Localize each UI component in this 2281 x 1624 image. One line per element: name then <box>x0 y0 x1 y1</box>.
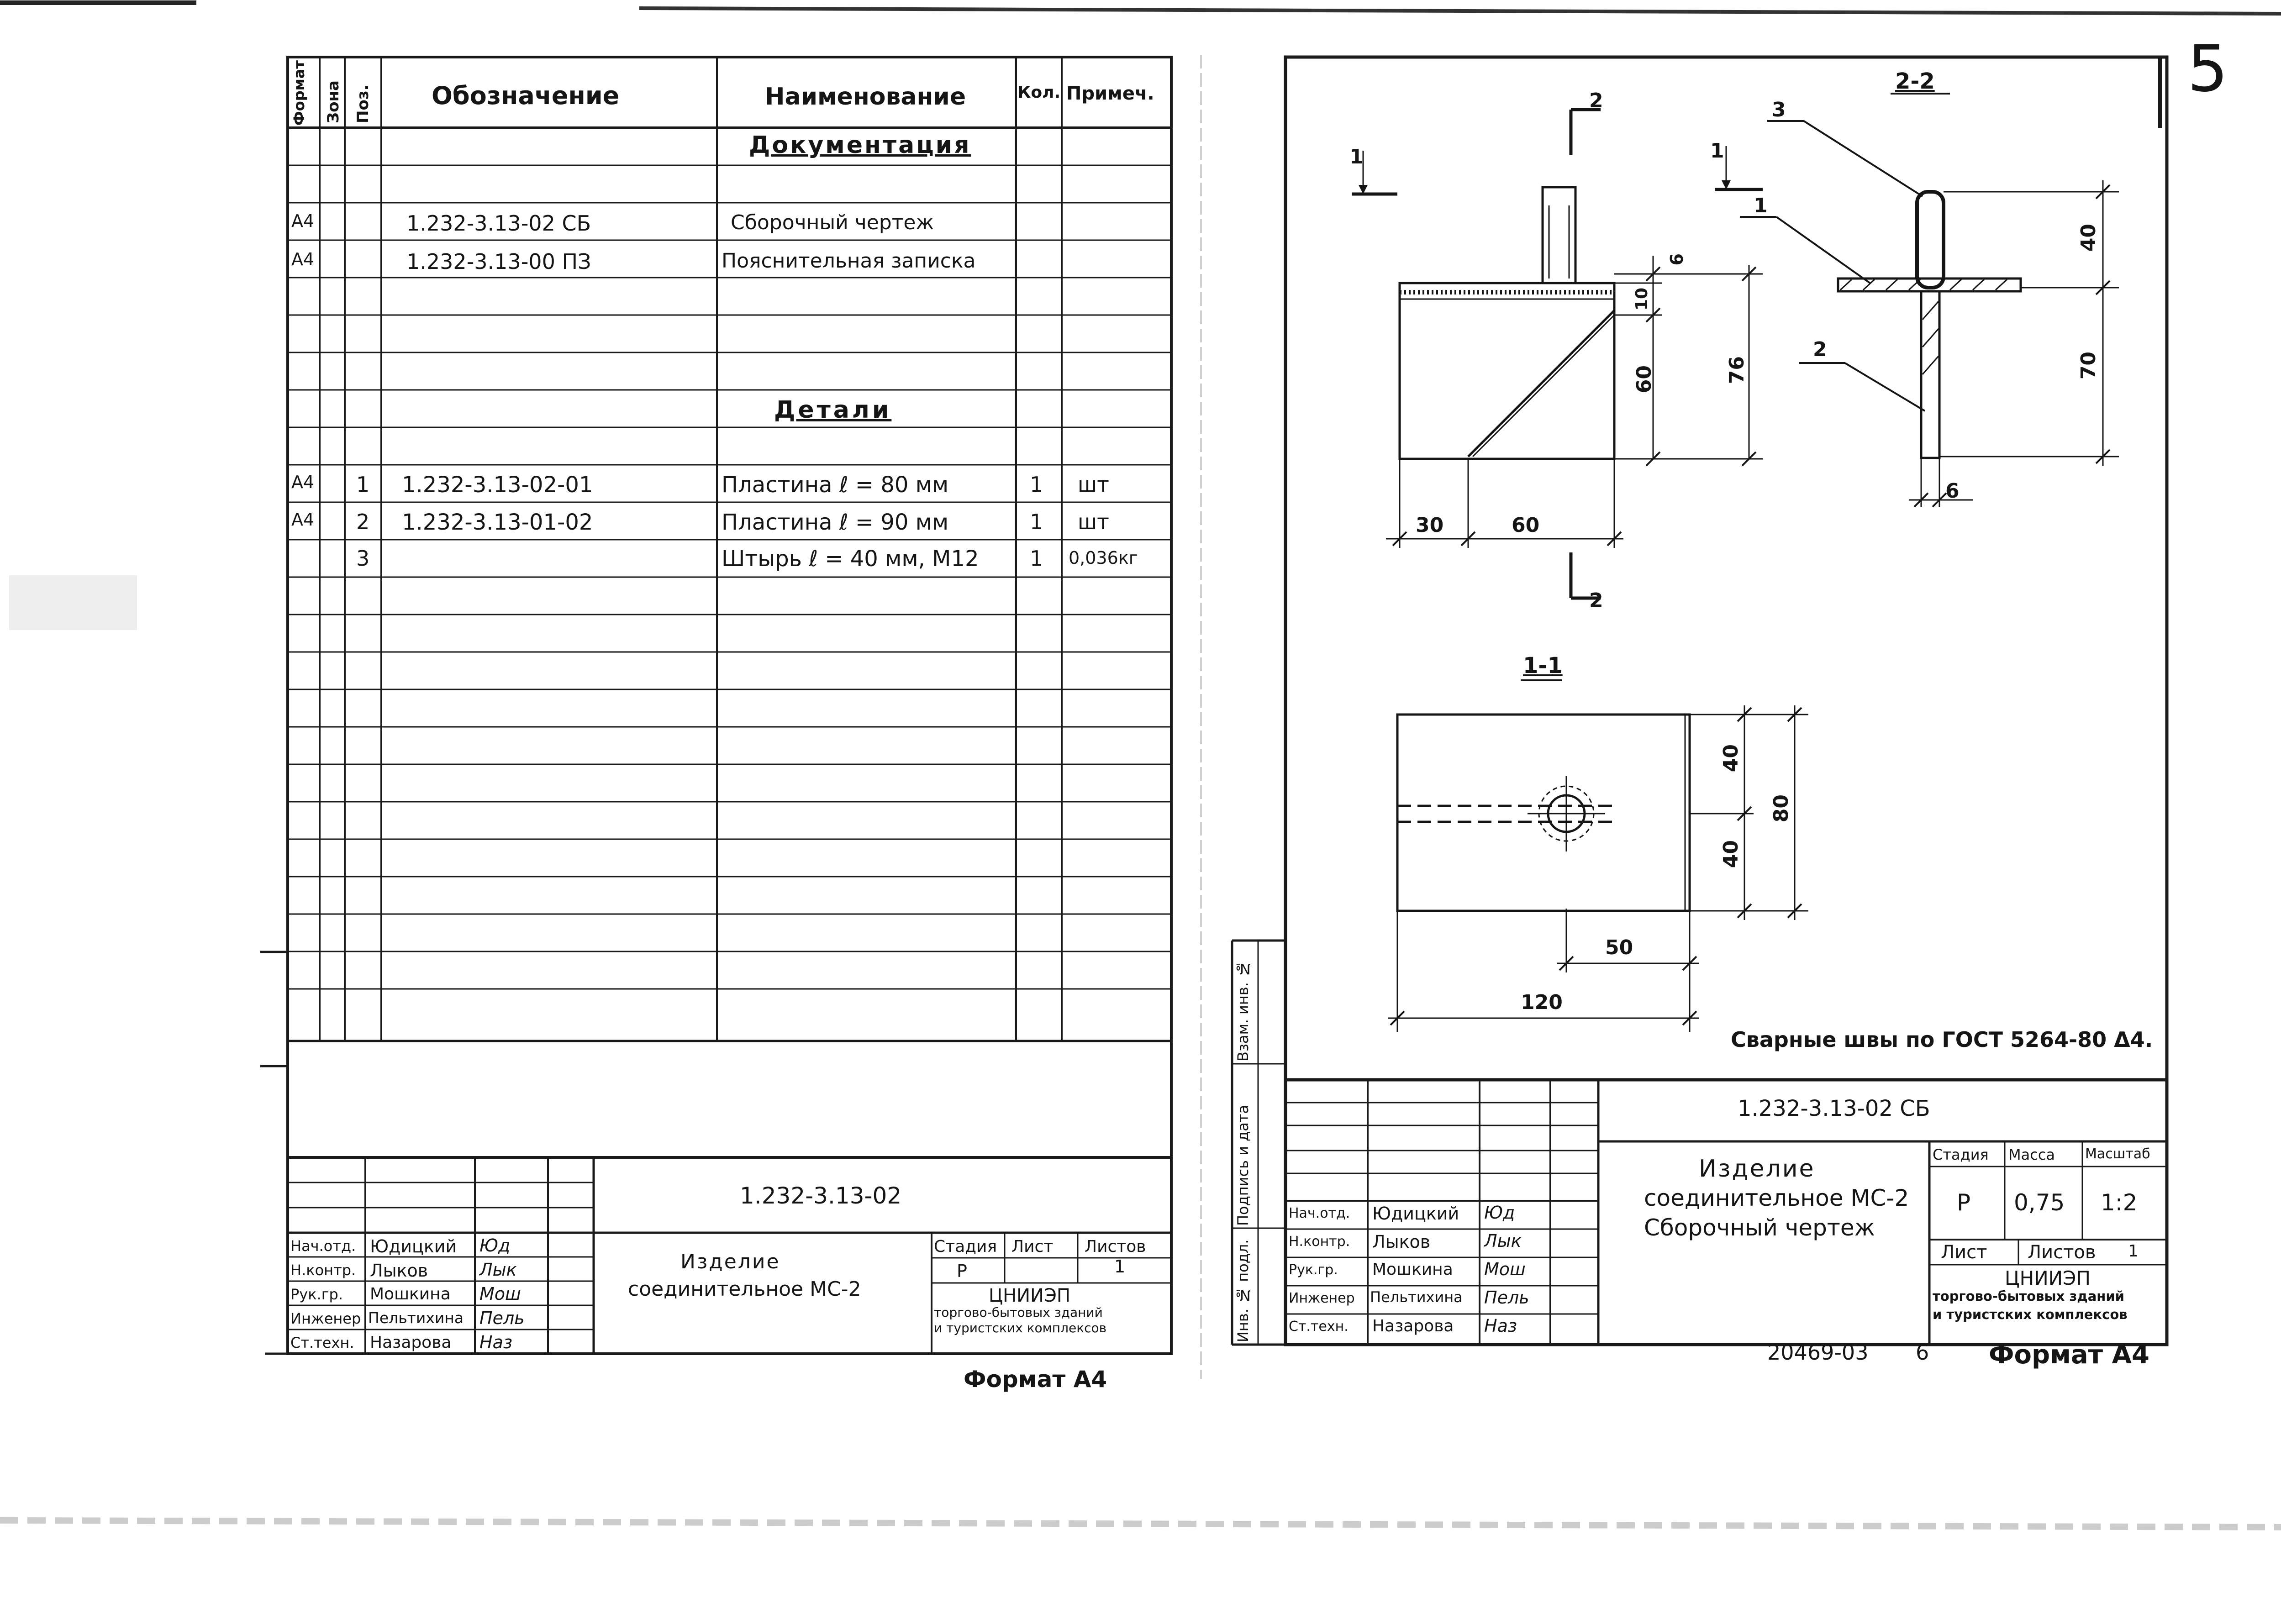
drawing-stage-label: Стадия <box>1933 1146 1989 1163</box>
header-designation: Обозначение <box>432 81 620 110</box>
drawing-sheets-label: Листов <box>2028 1242 2096 1263</box>
dim-front-60: 60 <box>1633 365 1656 394</box>
spec-title-line1: Изделие <box>680 1250 780 1273</box>
section-2-2-label: 2-2 <box>1895 68 1935 94</box>
spec-name-4: Пельтихина <box>368 1309 464 1327</box>
strip-sign-date: Подпись и дата <box>1234 1104 1252 1226</box>
part2-designation: 1.232-3.13-01-02 <box>402 510 593 535</box>
drawing-stage-value: Р <box>1957 1189 1971 1216</box>
spec-name-5: Назарова <box>370 1333 452 1352</box>
dim-plan-50: 50 <box>1605 936 1633 959</box>
part2-pos: 2 <box>356 510 370 534</box>
dim-plan-120: 120 <box>1521 991 1563 1014</box>
dim-plan-80: 80 <box>1770 794 1793 823</box>
part1-designation: 1.232-3.13-02-01 <box>402 472 593 498</box>
dim-plan-40-top: 40 <box>1719 744 1743 773</box>
dim-front-76: 76 <box>1725 356 1749 384</box>
dim-side-40: 40 <box>2077 224 2100 252</box>
section-documentation: Документация <box>749 131 971 159</box>
spec-signature-3: Мош <box>479 1284 521 1304</box>
drawing-format-label: Формат А4 <box>1989 1340 2149 1370</box>
drawing-title-line2: соединительное МС-2 <box>1644 1185 1909 1211</box>
dim-front-30: 30 <box>1416 514 1444 537</box>
spec-signature-5: Наз <box>479 1332 513 1352</box>
drawing-role-1: Нач.отд. <box>1289 1205 1350 1221</box>
part2-qty: 1 <box>1030 510 1043 534</box>
spec-doc-code: 1.232-3.13-02 <box>740 1183 902 1209</box>
weld-note: Сварные швы по ГОСТ 5264-80 Δ4. <box>1731 1027 2153 1052</box>
doc2-designation: 1.232-3.13-00 ПЗ <box>406 249 591 274</box>
drawing-signature-3: Мош <box>1484 1259 1526 1279</box>
spec-stage-value: Р <box>957 1261 967 1281</box>
doc2-name: Пояснительная записка <box>722 249 976 273</box>
part3-pos: 3 <box>356 546 370 571</box>
drawing-scale-value: 1:2 <box>2101 1189 2138 1216</box>
spec-signature-1: Юд <box>479 1235 511 1256</box>
spec-org-sub2: и туристских комплексов <box>934 1320 1107 1335</box>
drawing-sheets-value: 1 <box>2128 1242 2139 1261</box>
spec-stage-label: Стадия <box>934 1237 997 1256</box>
dim-front-10: 10 <box>1633 288 1651 311</box>
header-zone: Зона <box>324 80 342 123</box>
drawing-signature-1: Юд <box>1484 1203 1515 1223</box>
part1-qty: 1 <box>1030 472 1043 497</box>
part3-note: 0,036кг <box>1069 548 1138 568</box>
header-qty: Кол. <box>1017 83 1061 102</box>
part3-qty: 1 <box>1030 546 1043 571</box>
spec-signature-2: Лык <box>479 1260 517 1280</box>
cut-mark-1-right: 1 <box>1710 139 1724 163</box>
spec-sheets-label: Листов <box>1085 1237 1146 1256</box>
part2-name: Пластина ℓ = 90 мм <box>722 510 949 535</box>
doc1-name: Сборочный чертеж <box>731 211 934 234</box>
cut-mark-2-top: 2 <box>1589 89 1603 112</box>
spec-sheet-label: Лист <box>1011 1237 1054 1256</box>
archive-number: 20469-03 <box>1767 1340 1869 1365</box>
spec-name-3: Мошкина <box>370 1285 451 1303</box>
part1-name: Пластина ℓ = 80 мм <box>722 472 949 498</box>
drawing-signature-2: Лык <box>1484 1231 1522 1251</box>
drawing-signature-4: Пель <box>1484 1288 1529 1308</box>
front-view <box>1400 187 1614 459</box>
spec-role-2: Н.контр. <box>290 1261 356 1279</box>
strip-replaced-inv: Взам. инв. № <box>1234 960 1252 1062</box>
drawing-org: ЦНИИЭП <box>2005 1267 2091 1289</box>
section-1-1-label: 1-1 <box>1523 653 1563 678</box>
drawing-mass-value: 0,75 <box>2014 1189 2065 1216</box>
drawing-signature-5: Наз <box>1484 1316 1517 1336</box>
drawing-name-2: Лыков <box>1372 1232 1431 1252</box>
dim-plan-40-bottom: 40 <box>1719 840 1743 868</box>
spec-org-sub1: торгово-бытовых зданий <box>934 1305 1103 1320</box>
doc2-format: А4 <box>291 249 315 269</box>
part1-format: А4 <box>291 472 315 492</box>
leader-label-3: 3 <box>1772 98 1786 121</box>
drawing-sheet-label: Лист <box>1941 1242 1987 1263</box>
spec-sheets-value: 1 <box>1114 1256 1126 1277</box>
drawing-doc-code: 1.232-3.13-02 СБ <box>1738 1096 1930 1121</box>
drawing-org-sub2: и туристских комплексов <box>1933 1307 2128 1322</box>
drawing-role-5: Ст.техн. <box>1289 1319 1349 1335</box>
drawing-scale-label: Масштаб <box>2085 1146 2150 1162</box>
drawing-role-4: Инженер <box>1289 1290 1355 1306</box>
dim-front-60w: 60 <box>1512 514 1540 537</box>
drawing-role-3: Рук.гр. <box>1289 1262 1338 1278</box>
leader-label-1: 1 <box>1754 194 1768 217</box>
spec-org: ЦНИИЭП <box>989 1285 1070 1306</box>
drawing-name-5: Назарова <box>1372 1317 1454 1335</box>
section-1-1-view <box>1397 715 1690 911</box>
spec-name-2: Лыков <box>370 1261 428 1281</box>
part1-pos: 1 <box>356 472 370 497</box>
part1-note: шт <box>1078 472 1109 497</box>
drawing-role-2: Н.контр. <box>1289 1234 1350 1250</box>
part3-name: Штырь ℓ = 40 мм, М12 <box>722 546 979 572</box>
spec-name-1: Юдицкий <box>370 1236 457 1256</box>
archive-sheet: 6 <box>1916 1340 1929 1365</box>
section-parts: Детали <box>774 396 892 424</box>
drawing-title-line1: Изделие <box>1699 1155 1815 1183</box>
drawing-org-sub1: торгово-бытовых зданий <box>1933 1288 2124 1304</box>
page-number-mark: 5 <box>2187 32 2228 106</box>
part2-format: А4 <box>291 510 315 530</box>
dim-front-6: 6 <box>1667 253 1687 266</box>
doc1-designation: 1.232-3.13-02 СБ <box>406 211 591 236</box>
section-2-2-view <box>1838 192 2021 458</box>
dim-side-6: 6 <box>1945 479 1960 503</box>
header-note: Примеч. <box>1066 83 1154 104</box>
spec-signature-4: Пель <box>479 1308 525 1328</box>
spec-role-5: Ст.техн. <box>290 1334 354 1351</box>
leader-label-2: 2 <box>1813 338 1827 361</box>
cut-mark-2-bottom: 2 <box>1589 589 1603 612</box>
part2-note: шт <box>1078 510 1109 534</box>
drawing-mass-label: Масса <box>2008 1146 2055 1163</box>
spec-role-4: Инженер <box>290 1310 361 1327</box>
dim-side-70: 70 <box>2077 352 2100 380</box>
header-pos: Поз. <box>354 84 372 123</box>
spec-role-3: Рук.гр. <box>290 1286 343 1303</box>
doc1-format: А4 <box>291 211 315 231</box>
drawing-name-4: Пельтихина <box>1370 1288 1463 1306</box>
spec-role-1: Нач.отд. <box>290 1237 356 1255</box>
drawing-name-1: Юдицкий <box>1372 1204 1459 1224</box>
spec-format-label: Формат А4 <box>964 1366 1107 1393</box>
drawing-title-line3: Сборочный чертеж <box>1644 1214 1875 1241</box>
cut-mark-1-left: 1 <box>1349 145 1364 168</box>
header-name: Наименование <box>765 83 966 110</box>
spec-title-line2: соединительное МС-2 <box>628 1277 861 1301</box>
drawing-name-3: Мошкина <box>1372 1260 1453 1279</box>
strip-inv-no: Инв. № подл. <box>1234 1239 1252 1342</box>
header-format: Формат <box>290 60 308 126</box>
